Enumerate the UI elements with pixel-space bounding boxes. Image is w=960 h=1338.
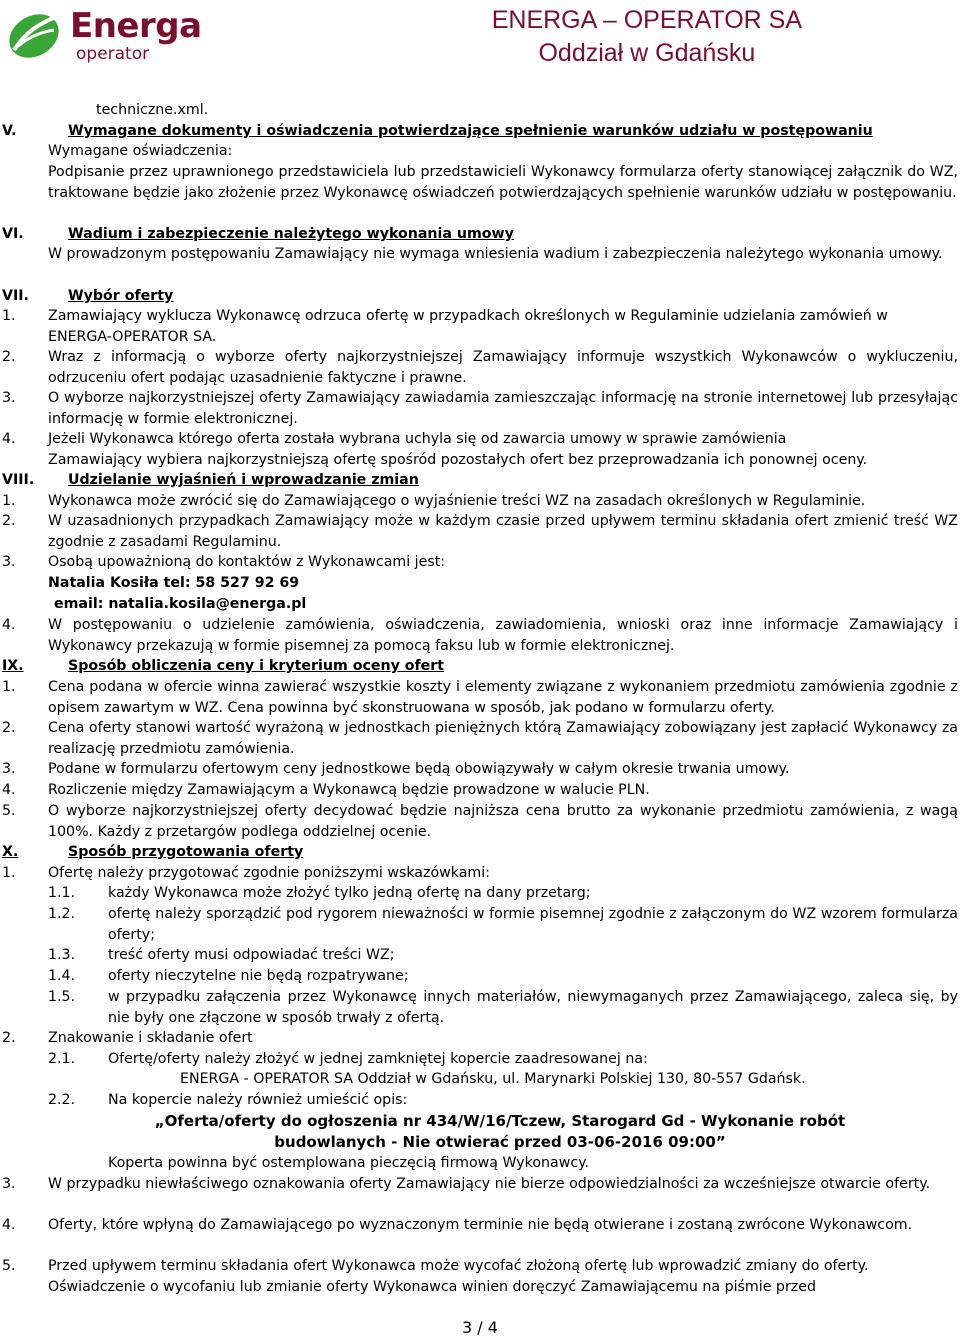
sublist-number: 1.5. xyxy=(48,989,76,1005)
contact-person: Natalia Kosiła tel: 58 527 92 69 xyxy=(48,575,300,591)
continued-text: techniczne.xml. xyxy=(96,102,209,118)
list-item: Rozliczenie między Zamawiającym a Wykonawcą będzie prowadzone w walucie PLN. xyxy=(48,782,650,798)
list-number: 2. xyxy=(2,513,16,529)
section-number: VI. xyxy=(2,226,24,242)
sublist-number: 2.2. xyxy=(48,1092,76,1108)
section-number: IX. xyxy=(2,658,24,674)
list-item: Znakowanie i składanie ofert xyxy=(48,1030,253,1046)
section-title: Sposób obliczenia ceny i kryterium oceny ofert xyxy=(68,658,445,674)
sublist-item: Ofertę/oferty należy złożyć w jednej zamkniętej kopercie zaadresowanej na: xyxy=(108,1051,648,1067)
section-number: VII. xyxy=(2,288,29,304)
list-item: Cena oferty stanowi wartość wyrażoną w jednostkach pieniężnych którą Zamawiający zobowiązany jest zapłacić Wykonawcy za realizację przedmiotu zamówienia. xyxy=(48,720,958,757)
list-item: Zamawiający wyklucza Wykonawcę odrzuca ofertę w przypadkach określonych w Regulaminie udzielania zamówień w ENERGA-OPERATOR SA. xyxy=(48,308,888,345)
sublist-number: 1.3. xyxy=(48,947,76,963)
logo-word: Energa xyxy=(70,6,202,46)
sublist-item: w przypadku załączenia przez Wykonawcę innych materiałów, niewymaganych przez Zamawiającego, zaleca się, by nie były one złączone w sposób trwały z ofertą. xyxy=(108,989,958,1026)
envelope-label-line-2: budowlanych - Nie otwierać przed 03-06-2016 09:00” xyxy=(274,1133,726,1151)
stamp-note: Koperta powinna być ostemplowana pieczęcią firmową Wykonawcy. xyxy=(108,1155,590,1171)
list-number: 4. xyxy=(2,782,16,798)
list-item: Wraz z informacją o wyborze oferty najkorzystniejszej Zamawiający informuje wszystkich Wykonawców o wykluczeniu, odrzuceniu ofert podając uzasadnienie faktyczne i prawne. xyxy=(48,349,958,386)
list-item: Cena podana w ofercie winna zawierać wszystkie koszty i elementy związane z wykonaniem przedmiotu zamówienia zgodnie z opisem zawartym w WZ. Cena powinna być skonstruowana w sposób, jak podano w formularzu oferty. xyxy=(48,679,958,716)
list-number: 2. xyxy=(2,720,16,736)
list-number: 3. xyxy=(2,390,16,406)
list-item: W uzasadnionych przypadkach Zamawiający może w każdym czasie przed upływem terminu składania ofert zmienić treść WZ zgodnie z zasadami Regulaminu. xyxy=(48,513,958,550)
section-title: Wadium i zabezpieczenie należytego wykonania umowy xyxy=(68,226,514,242)
envelope-label-line-1: „Oferta/oferty do ogłoszenia nr 434/W/16/Tczew, Starogard Gd - Wykonanie robót xyxy=(154,1112,846,1130)
list-item: W przypadku niewłaściwego oznakowania oferty Zamawiający nie bierze odpowiedzialności za wcześniejsze otwarcie oferty. xyxy=(48,1176,931,1192)
section-title: Wybór oferty xyxy=(68,288,174,304)
section-title: Wymagane dokumenty i oświadczenia potwierdzające spełnienie warunków udziału w postępowaniu xyxy=(68,123,873,139)
list-item: Osobą upoważnioną do kontaktów z Wykonawcami jest: xyxy=(48,554,446,570)
list-number: 5. xyxy=(2,1258,16,1274)
company-line-2: Oddział w Gdańsku xyxy=(538,39,756,67)
sublist-number: 2.1. xyxy=(48,1051,76,1067)
list-number: 4. xyxy=(2,617,16,633)
sublist-item: oferty nieczytelne nie będą rozpatrywane; xyxy=(108,968,409,984)
sublist-item: każdy Wykonawca może złożyć tylko jedną ofertę na dany przetarg; xyxy=(108,885,591,901)
list-number: 2. xyxy=(2,349,16,365)
section-number: V. xyxy=(2,123,17,139)
list-item: Przed upływem terminu składania ofert Wykonawca może wycofać złożoną ofertę lub wprowadzić zmiany do oferty. Oświadczenie o wycofaniu lub zmianie oferty Wykonawca winien doręczyć Zamawiającemu na piśmie przed xyxy=(48,1258,869,1295)
list-item-cont: Zamawiający wybiera najkorzystniejszą ofertę spośród pozostałych ofert bez przeprowadzania ich ponownej oceny. xyxy=(48,452,868,468)
page-header xyxy=(0,0,960,80)
paragraph: Wymagane oświadczenia: xyxy=(48,143,233,159)
list-number: 3. xyxy=(2,761,16,777)
list-number: 3. xyxy=(2,1176,16,1192)
sublist-number: 1.1. xyxy=(48,885,76,901)
address: ENERGA - OPERATOR SA Oddział w Gdańsku, ul. Marynarki Polskiej 130, 80-557 Gdańsk. xyxy=(180,1071,806,1087)
list-number: 4. xyxy=(2,1217,16,1233)
sublist-item: Na kopercie należy również umieścić opis: xyxy=(108,1092,408,1108)
company-line-1: ENERGA – OPERATOR SA xyxy=(491,6,802,34)
list-number: 2. xyxy=(2,1030,16,1046)
list-item: Oferty, które wpłyną do Zamawiającego po wyznaczonym terminie nie będą otwierane i zostaną zwrócone Wykonawcom. xyxy=(48,1217,913,1233)
list-item: Ofertę należy przygotować zgodnie poniższymi wskazówkami: xyxy=(48,865,490,881)
sublist-item: treść oferty musi odpowiadać treści WZ; xyxy=(108,947,395,963)
list-item: O wyborze najkorzystniejszej oferty Zamawiający zawiadamia zamieszczając informację na stronie internetowej lub przesyłając informację w formie elektronicznej. xyxy=(48,390,958,427)
page-number: 3 / 4 xyxy=(462,1318,498,1337)
list-number: 5. xyxy=(2,803,16,819)
list-item: W postępowaniu o udzielenie zamówienia, oświadczenia, zawiadomienia, wnioski oraz inne informacje Zamawiający i Wykonawcy przekazują w formie pisemnej za pomocą faksu lub w formie elektronicznej. xyxy=(48,617,958,654)
list-number: 1. xyxy=(2,865,16,881)
paragraph: Podpisanie przez uprawnionego przedstawiciela lub przedstawicieli Wykonawcy formularza oferty stanowiącej załącznik do WZ, traktowane będzie jako złożenie przez Wykonawcę oświadczeń potwierdzających spełnienie warunków udziału w postępowaniu. xyxy=(48,164,958,201)
paragraph: W prowadzonym postępowaniu Zamawiający nie wymaga wniesienia wadium i zabezpieczenia należytego wykonania umowy. xyxy=(48,246,943,262)
list-item: Wykonawca może zwrócić się do Zamawiającego o wyjaśnienie treści WZ na zasadach określonych w Regulaminie. xyxy=(48,493,866,509)
logo-sub: operator xyxy=(76,44,150,64)
sublist-item: ofertę należy sporządzić pod rygorem nieważności w formie pisemnej zgodnie z załączonym do WZ wzorem formularza oferty; xyxy=(108,906,958,943)
section-title: Sposób przygotowania oferty xyxy=(68,844,304,860)
section-title: Udzielanie wyjaśnień i wprowadzanie zmian xyxy=(68,472,419,488)
list-number: 1. xyxy=(2,493,16,509)
company-name xyxy=(492,4,802,70)
section-number: X. xyxy=(2,844,19,860)
list-item: Podane w formularzu ofertowym ceny jednostkowe będą obowiązywały w całym okresie trwania umowy. xyxy=(48,761,790,777)
energa-logo xyxy=(4,2,204,70)
list-number: 1. xyxy=(2,308,16,324)
list-number: 4. xyxy=(2,431,16,447)
section-number: VIII. xyxy=(2,472,35,488)
sublist-number: 1.4. xyxy=(48,968,76,984)
list-number: 1. xyxy=(2,679,16,695)
list-item: O wyborze najkorzystniejszej oferty decydować będzie najniższa cena brutto za wykonanie przedmiotu zamówienia, z wagą 100%. Każdy z przetargów podlega oddzielnej ocenie. xyxy=(48,803,958,840)
sublist-number: 1.2. xyxy=(48,906,76,922)
leaf-icon xyxy=(4,2,68,66)
list-number: 3. xyxy=(2,554,16,570)
list-item: Jeżeli Wykonawca którego oferta została wybrana uchyla się od zawarcia umowy w sprawie zamówienia xyxy=(48,431,787,447)
contact-email[interactable]: email: natalia.kosila@energa.pl xyxy=(54,596,307,612)
